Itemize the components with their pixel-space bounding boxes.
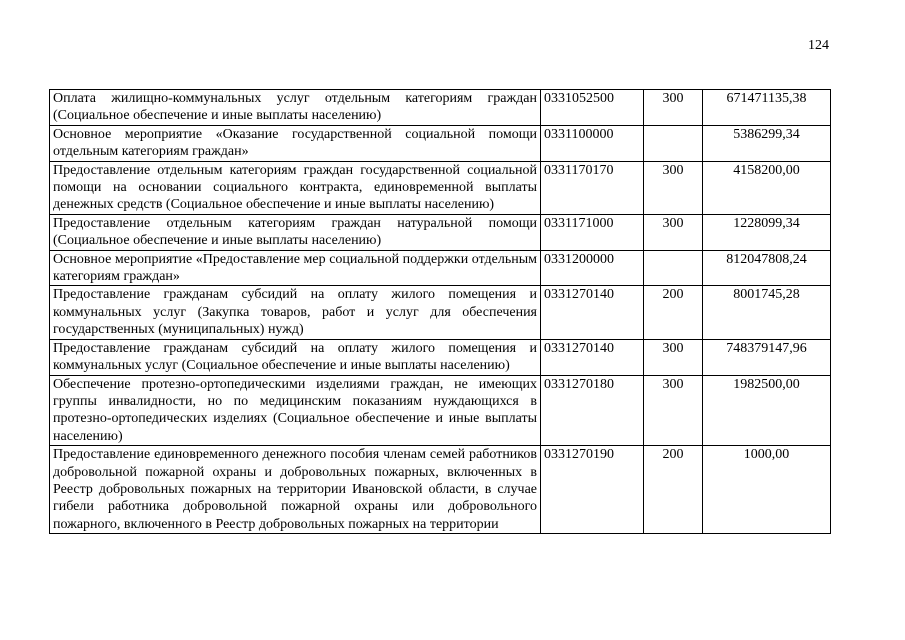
row-expense-kind: 300 (644, 161, 703, 214)
row-description: Предоставление гражданам субсидий на оплату жилого помещения и коммунальных услуг (Закупка товаров, работ и услуг для обеспечения государственных (муниципальных) нужд) (50, 286, 541, 339)
row-description: Основное мероприятие «Оказание государственной социальной помощи отдельным категориям граждан» (50, 125, 541, 161)
row-expense-kind: 200 (644, 446, 703, 534)
row-target-code: 0331270140 (541, 339, 644, 375)
row-amount: 748379147,96 (703, 339, 831, 375)
row-amount: 1228099,34 (703, 214, 831, 250)
table-row (50, 90, 831, 126)
row-target-code: 0331270190 (541, 446, 644, 534)
row-amount: 5386299,34 (703, 125, 831, 161)
table-row (50, 125, 831, 161)
row-target-code: 0331270140 (541, 286, 644, 339)
table-row (50, 446, 831, 534)
row-expense-kind (644, 125, 703, 161)
row-amount: 4158200,00 (703, 161, 831, 214)
budget-table (49, 89, 831, 534)
row-expense-kind: 300 (644, 90, 703, 126)
row-description: Оплата жилищно-коммунальных услуг отдельным категориям граждан (Социальное обеспечение и иные выплаты населению) (50, 90, 541, 126)
row-amount: 1000,00 (703, 446, 831, 534)
row-expense-kind: 300 (644, 375, 703, 446)
table-row (50, 286, 831, 339)
row-description: Основное мероприятие «Предоставление мер социальной поддержки отдельным категориям граждан» (50, 250, 541, 286)
row-amount: 8001745,28 (703, 286, 831, 339)
row-expense-kind: 200 (644, 286, 703, 339)
row-expense-kind (644, 250, 703, 286)
row-description: Обеспечение протезно-ортопедическими изделиями граждан, не имеющих группы инвалидности, но по медицинским показаниям нуждающихся в протезно-ортопедических изделиях (Социальное обеспечение и иные выплаты населению) (50, 375, 541, 446)
table-row (50, 375, 831, 446)
row-description: Предоставление гражданам субсидий на оплату жилого помещения и коммунальных услуг (Социальное обеспечение и иные выплаты населению) (50, 339, 541, 375)
row-target-code: 0331170170 (541, 161, 644, 214)
row-description: Предоставление единовременного денежного пособия членам семей работников добровольной пожарной охраны и добровольных пожарных, включенных в Реестр добровольных пожарных на территории Ивановской области, в случае гибели работника добровольной пожарной охраны или добровольного пожарного, включенного в Реестр добровольных пожарных на территории (50, 446, 541, 534)
table-row (50, 339, 831, 375)
row-target-code: 0331171000 (541, 214, 644, 250)
row-amount: 671471135,38 (703, 90, 831, 126)
budget-table-body (50, 90, 831, 534)
row-target-code: 0331270180 (541, 375, 644, 446)
row-target-code: 0331052500 (541, 90, 644, 126)
page-number: 124 (808, 38, 829, 53)
row-expense-kind: 300 (644, 339, 703, 375)
table-row (50, 214, 831, 250)
row-description: Предоставление отдельным категориям граждан государственной социальной помощи на основании социального контракта, единовременной выплаты денежных средств (Социальное обеспечение и иные выплаты населению) (50, 161, 541, 214)
row-description: Предоставление отдельным категориям граждан натуральной помощи (Социальное обеспечение и иные выплаты населению) (50, 214, 541, 250)
row-target-code: 0331100000 (541, 125, 644, 161)
row-amount: 812047808,24 (703, 250, 831, 286)
row-target-code: 0331200000 (541, 250, 644, 286)
table-row (50, 161, 831, 214)
row-expense-kind: 300 (644, 214, 703, 250)
table-row (50, 250, 831, 286)
row-amount: 1982500,00 (703, 375, 831, 446)
